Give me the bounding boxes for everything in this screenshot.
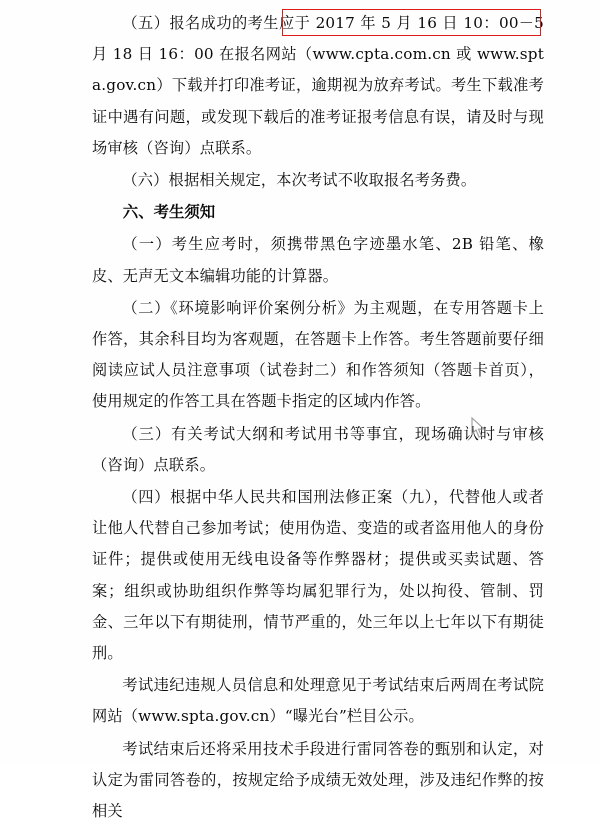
document-body: [92, 8, 544, 828]
paragraph-item: 考试结束后还将采用技术手段进行雷同答卷的甄别和认定，对认定为雷同答卷的，按规定给予成绩无效处理，涉及违纪作弊的按相关: [92, 739, 544, 821]
paragraph-item: （二）《环境影响评价案例分析》为主观题，在专用答题卡上作答，其余科目均为客观题，在答题卡上作答。考生答题前要仔细阅读应试人员注意事项（试卷封二）和作答须知（答题卡首页），使用规定的作答工具在答题卡指定的区域内作答。: [92, 298, 544, 411]
paragraph-item: 考试违纪违规人员信息和处理意见于考试结束后两周在考试院网站（www.spta.gov.cn）“曝光台”栏目公示。: [92, 676, 544, 726]
paragraph-item: （六）根据相关规定，本次考试不收取报名考务费。: [122, 171, 477, 190]
paragraph-item: （四）根据中华人民共和国刑法修正案（九），代替他人或者让他人代替自己参加考试；使用伪造、变造的或者盗用他人的身份证件；提供或使用无线电设备等作弊器材；提供或买卖试题、答案；组织或协助组织作弊等均属犯罪行为，处以拘役、管制、罚金、三年以下有期徒刑，情节严重的，处三年以上七年以下有期徒刑。: [92, 488, 544, 663]
paragraph-item: （五）报名成功的考生应于 2017 年 5 月 16 日 10：00－5 月 18 日 16：00 在报名网站（www.cpta.com.cn 或 www.spta.gov.cn）下载并打印准考证，逾期视为放弃考试。考生下载准考证中遇有问题，或发现下载后的准考证报考信息有误，请及时与现场审核（咨询）点联系。: [92, 14, 544, 157]
paragraph-item: （三）有关考试大纲和考试用书等事宜，现场确认时与审核（咨询）点联系。: [92, 424, 544, 474]
paragraph-item: （一）考生应考时，须携带黑色字迹墨水笔、2B 铅笔、橡皮、无声无文本编辑功能的计算器。: [92, 235, 544, 285]
section-heading: 六、考生须知: [122, 203, 216, 222]
